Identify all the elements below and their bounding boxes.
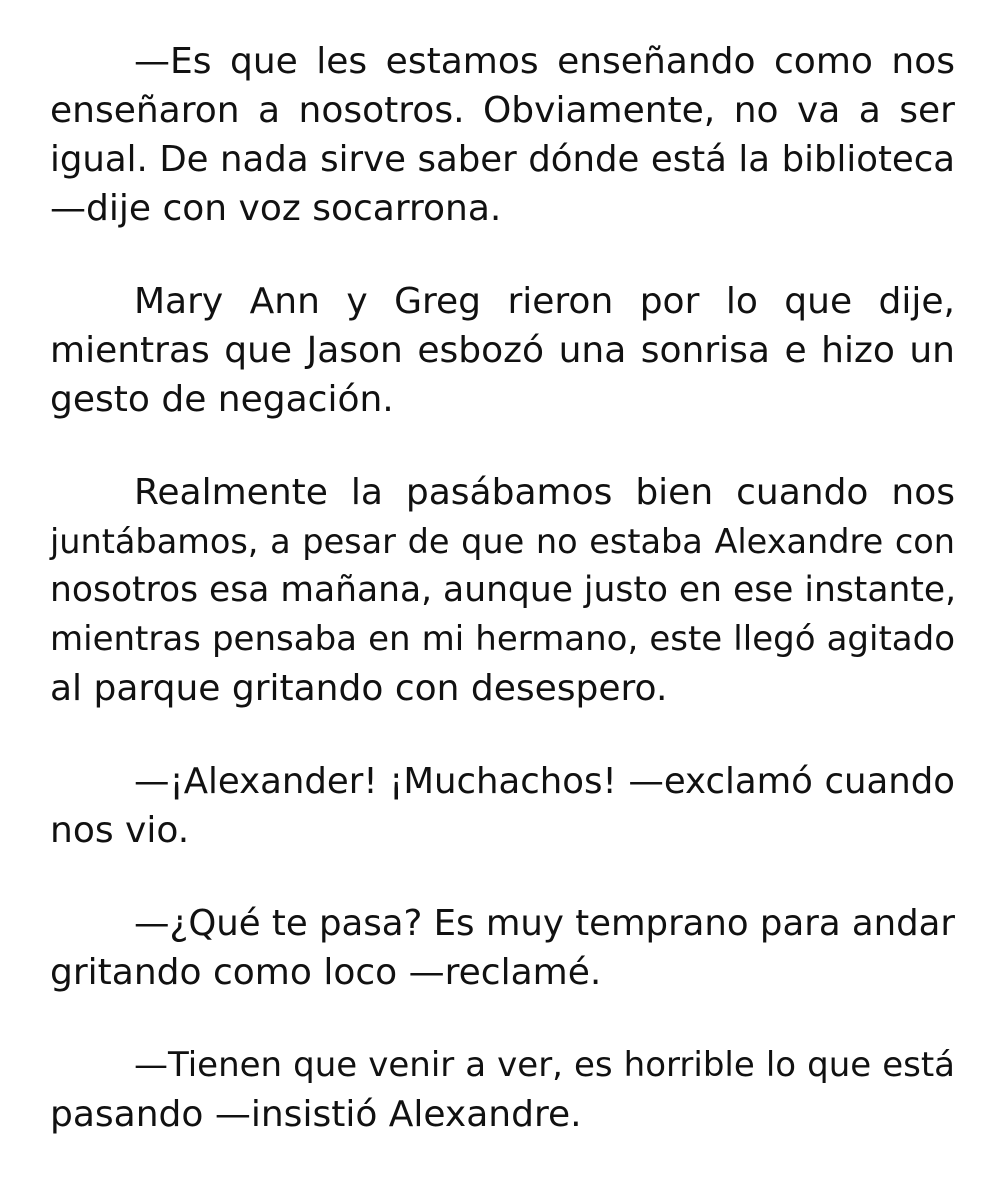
text-line: —Tienen que venir a ver, es horrible lo que está xyxy=(134,1045,955,1085)
paragraph xyxy=(50,1041,955,1139)
paragraph xyxy=(50,468,955,713)
text-line: —¿Qué te pasa? Es muy temprano para andar xyxy=(134,903,955,944)
text-line: Mary Ann y Greg rieron por lo que dije, xyxy=(134,281,955,322)
text-line: nos vio. xyxy=(50,810,190,851)
text-line: juntábamos, a pesar de que no estaba Alexandre con xyxy=(50,522,955,561)
text-line: Realmente la pasábamos bien cuando nos xyxy=(134,472,955,513)
text-line: gritando como loco —reclamé. xyxy=(50,952,602,993)
paragraph xyxy=(50,277,955,424)
text-line: igual. De nada sirve saber dónde está la biblioteca xyxy=(50,139,955,180)
text-line: —Es que les estamos enseñando como nos xyxy=(134,41,955,82)
text-line: nosotros esa mañana, aunque justo en ese instante, xyxy=(50,570,957,610)
paragraph xyxy=(50,757,955,855)
text-line: mientras pensaba en mi hermano, este llegó agitado xyxy=(50,619,955,659)
text-line: mientras que Jason esbozó una sonrisa e hizo un xyxy=(50,330,955,371)
book-page xyxy=(50,37,955,1139)
text-line: enseñaron a nosotros. Obviamente, no va a ser xyxy=(50,90,955,131)
text-line: al parque gritando con desespero. xyxy=(50,668,668,709)
text-line: —¡Alexander! ¡Muchachos! —exclamó cuando xyxy=(134,761,955,802)
paragraph xyxy=(50,899,955,997)
text-line: gesto de negación. xyxy=(50,379,394,420)
paragraph xyxy=(50,37,955,233)
text-line: pasando —insistió Alexandre. xyxy=(50,1094,582,1135)
text-line: —dije con voz socarrona. xyxy=(50,188,502,229)
